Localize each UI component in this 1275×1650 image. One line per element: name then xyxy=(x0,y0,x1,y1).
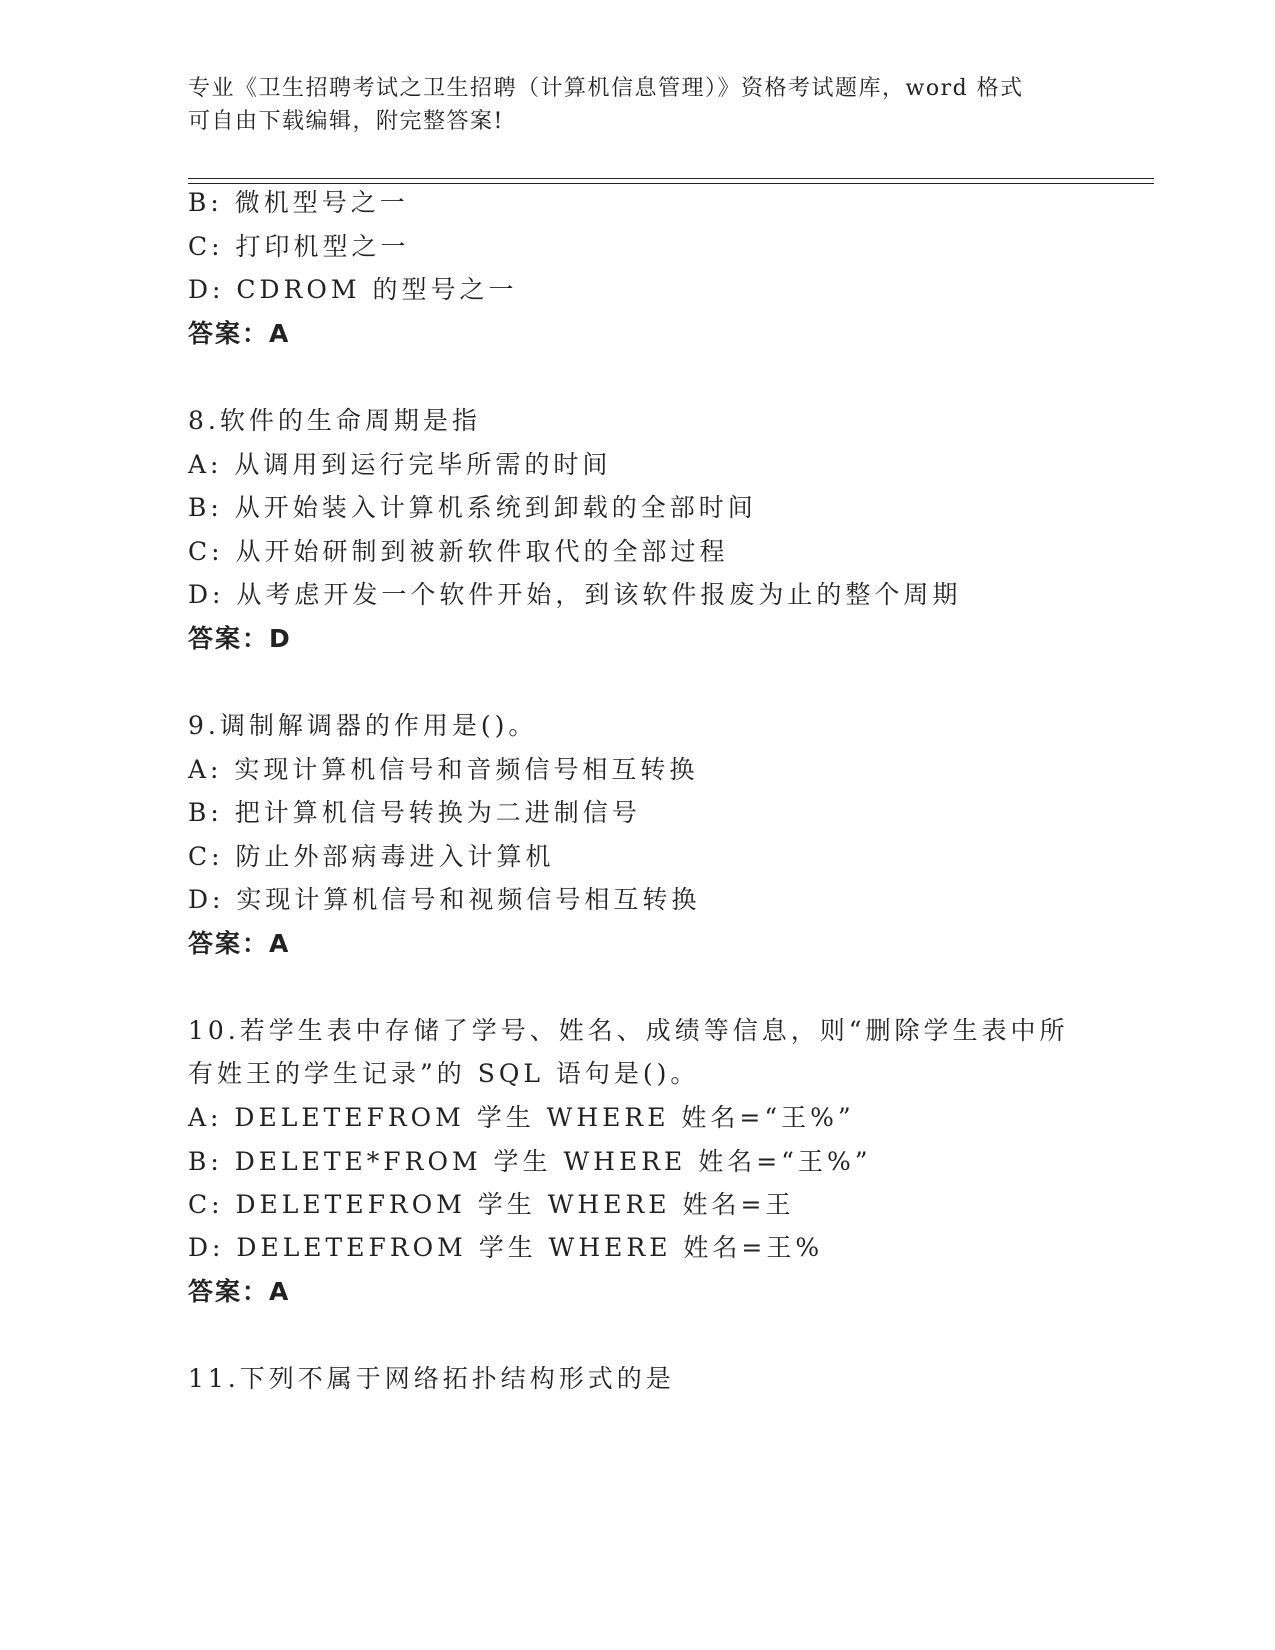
q9-option-b: B: 把计算机信号转换为二进制信号 xyxy=(188,798,641,827)
q8-option-c: C: 从开始研制到被新软件取代的全部过程 xyxy=(188,537,729,566)
header-line-1: 专业《卫生招聘考试之卫生招聘（计算机信息管理）》资格考试题库，word 格式 xyxy=(188,76,1024,101)
prev-option-d: D: CDROM 的型号之一 xyxy=(188,275,518,304)
q10-answer: 答案：A xyxy=(188,1277,291,1306)
header-rule-top xyxy=(188,178,1154,179)
document-header xyxy=(188,72,1088,138)
q8-option-b: B: 从开始装入计算机系统到卸载的全部时间 xyxy=(188,493,757,522)
header-line-2: 可自由下载编辑，附完整答案! xyxy=(188,109,504,134)
q8-answer: 答案：D xyxy=(188,624,292,653)
q10-stem-line-2: 有姓王的学生记录”的 SQL 语句是()。 xyxy=(188,1059,700,1088)
q8-option-a: A: 从调用到运行完毕所需的时间 xyxy=(188,450,612,479)
q10-stem-line-1: 10.若学生表中存储了学号、姓名、成绩等信息，则“删除学生表中所 xyxy=(188,1016,1069,1045)
q9-stem: 9.调制解调器的作用是()。 xyxy=(188,711,538,740)
q10-option-d: D: DELETEFROM 学生 WHERE 姓名=王% xyxy=(188,1233,824,1262)
q10-option-b: B: DELETE*FROM 学生 WHERE 姓名=“王%” xyxy=(188,1147,872,1176)
prev-answer: 答案：A xyxy=(188,319,291,348)
header-rule-bottom xyxy=(188,183,1154,184)
q8-option-d: D: 从考虑开发一个软件开始，到该软件报废为止的整个周期 xyxy=(188,580,962,609)
prev-option-c: C: 打印机型之一 xyxy=(188,232,410,261)
q8-stem: 8.软件的生命周期是指 xyxy=(188,406,481,435)
q11-stem: 11.下列不属于网络拓扑结构形式的是 xyxy=(188,1364,675,1393)
q9-option-a: A: 实现计算机信号和音频信号相互转换 xyxy=(188,755,699,784)
q9-answer: 答案：A xyxy=(188,929,291,958)
q10-option-a: A: DELETEFROM 学生 WHERE 姓名=“王%” xyxy=(188,1103,855,1132)
prev-option-b: B: 微机型号之一 xyxy=(188,188,409,217)
q9-option-d: D: 实现计算机信号和视频信号相互转换 xyxy=(188,885,701,914)
q10-option-c: C: DELETEFROM 学生 WHERE 姓名=王 xyxy=(188,1190,795,1219)
q9-option-c: C: 防止外部病毒进入计算机 xyxy=(188,842,555,871)
